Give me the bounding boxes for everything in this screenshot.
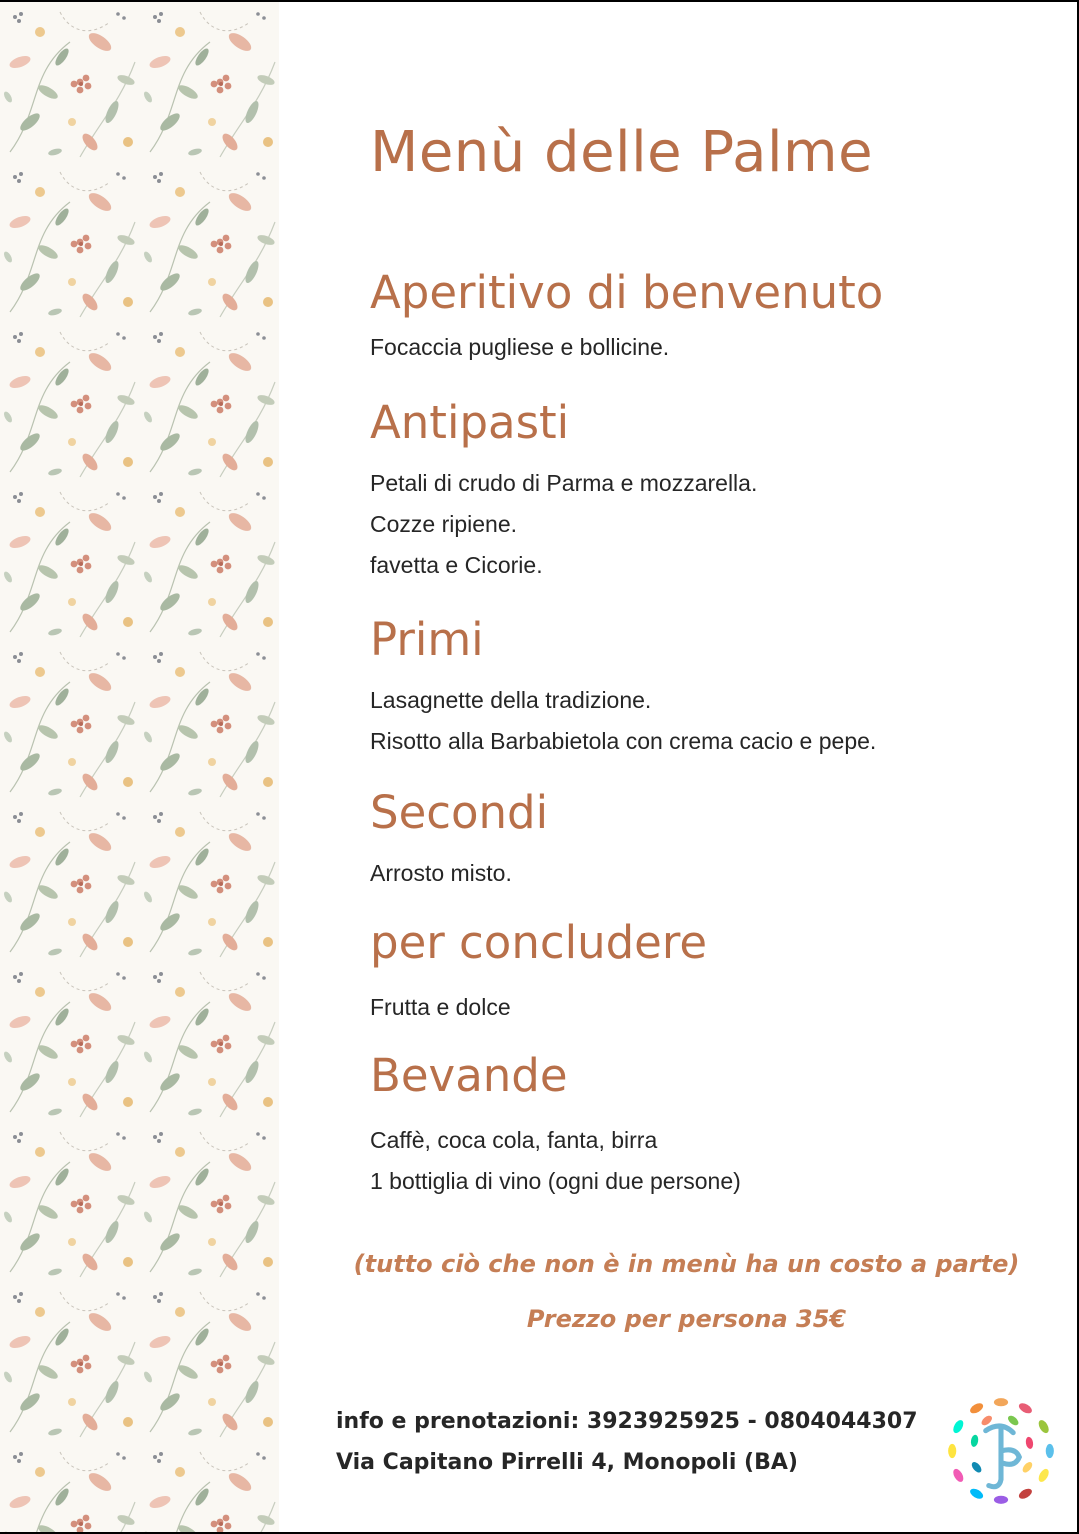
menu-price: Prezzo per persona 35€	[526, 1305, 847, 1333]
section-primi	[370, 613, 877, 762]
menu-note: (tutto ciò che non è in menù ha un costo a parte)	[353, 1250, 1020, 1278]
section-antipasti	[370, 396, 758, 586]
menu-item: Focaccia pugliese e bollicine.	[370, 334, 670, 360]
menu-item: Petali di crudo di Parma e mozzarella.	[370, 470, 758, 496]
section-aperitivo	[370, 266, 884, 368]
section-bevande	[370, 1049, 741, 1202]
floral-pattern-panel	[0, 2, 279, 1532]
menu-item: Frutta e dolce	[370, 994, 511, 1020]
menu-item: favetta e Cicorie.	[370, 552, 543, 578]
contact-address: Via Capitano Pirrelli 4, Monopoli (BA)	[336, 1450, 798, 1475]
menu-item: Lasagnette della tradizione.	[370, 687, 652, 713]
menu-item: Arrosto misto.	[370, 860, 512, 886]
section-per-concludere	[370, 916, 708, 1028]
menu-title: Menù delle Palme	[370, 120, 874, 185]
section-title: per concludere	[370, 916, 708, 969]
section-secondi	[370, 786, 549, 894]
menu-item: Risotto alla Barbabietola con crema cacio e pepe.	[370, 728, 877, 754]
section-title: Primi	[370, 613, 484, 666]
section-title: Aperitivo di benvenuto	[370, 266, 884, 319]
menu-item: Caffè, coca cola, fanta, birra	[370, 1127, 658, 1153]
section-title: Bevande	[370, 1049, 568, 1102]
menu-item: Cozze ripiene.	[370, 511, 518, 537]
contact-phones: info e prenotazioni: 3923925925 - 0804044307	[336, 1409, 918, 1434]
menu-item: 1 bottiglia di vino (ogni due persone)	[370, 1168, 741, 1194]
menu-page	[0, 2, 1077, 1532]
section-title: Antipasti	[370, 396, 570, 449]
section-title: Secondi	[370, 786, 549, 839]
floral-monogram-logo-icon	[940, 1390, 1062, 1512]
